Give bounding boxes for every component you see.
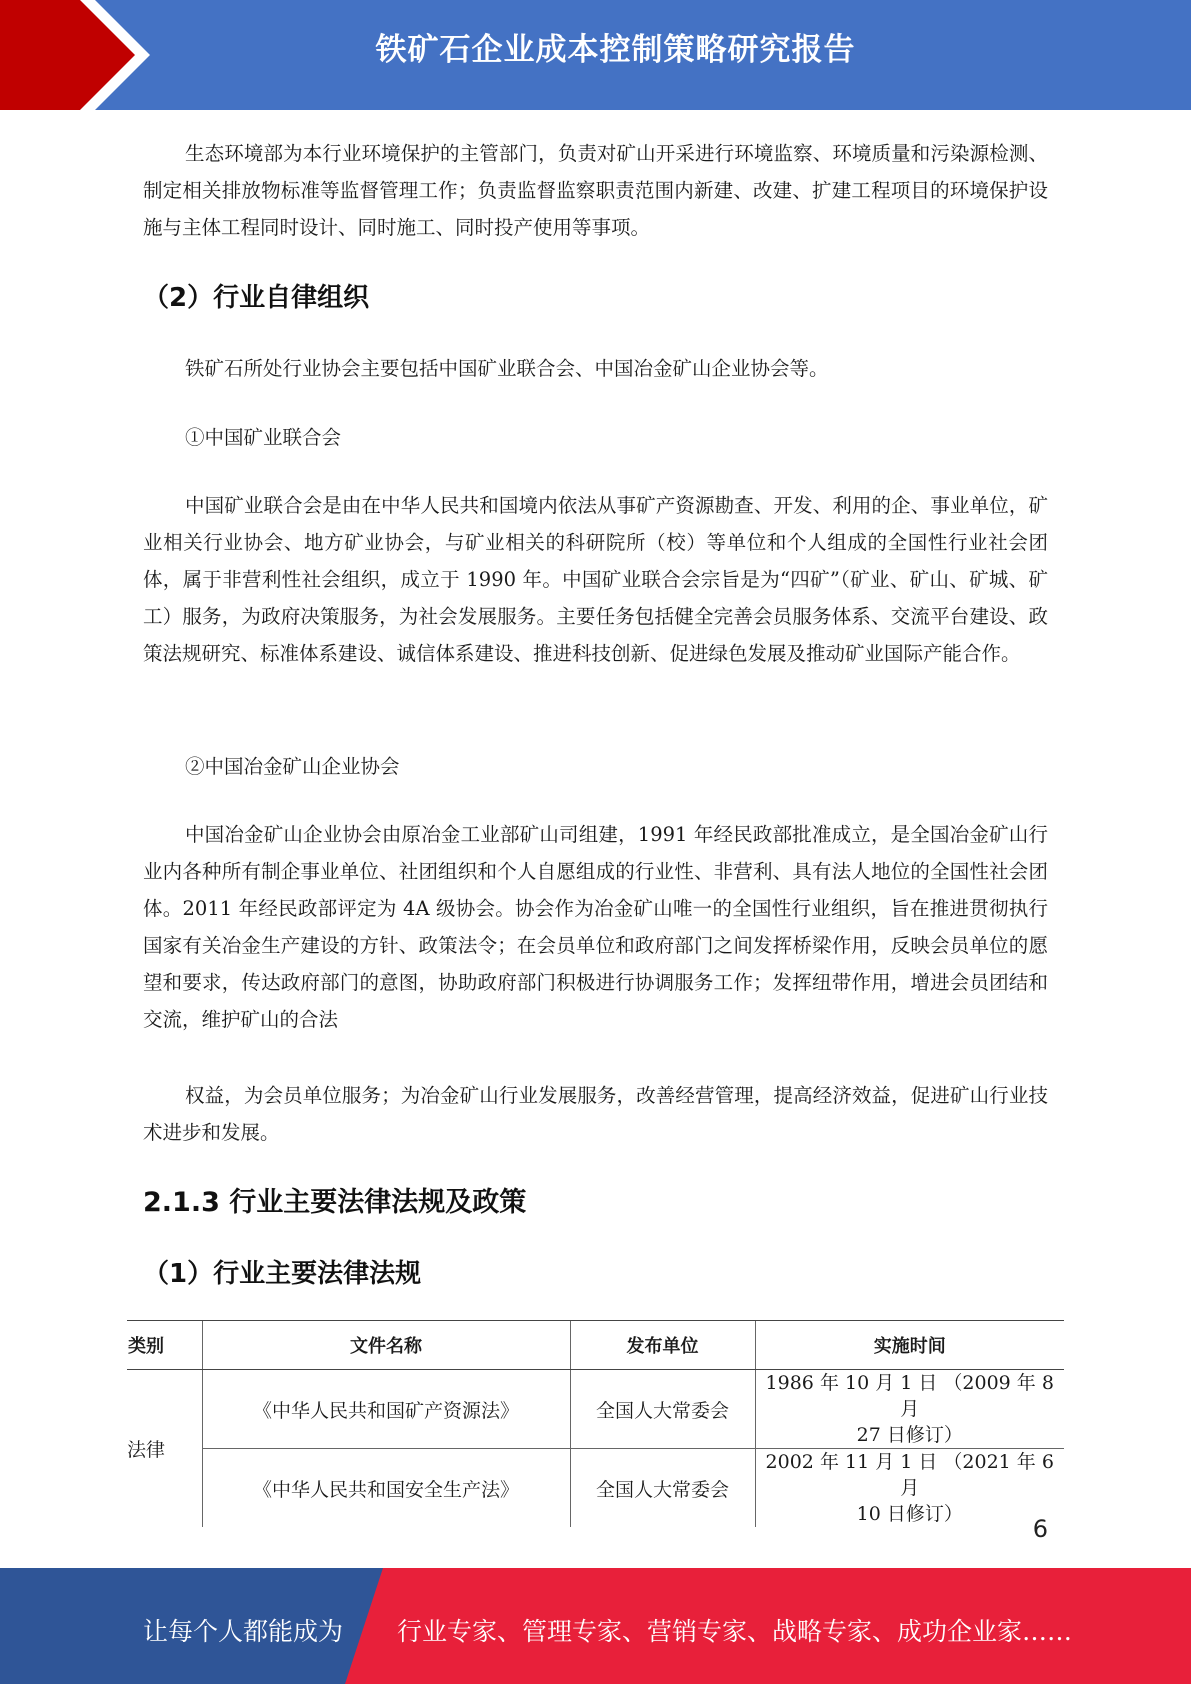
paragraph-environment-ministry: 生态环境部为本行业环境保护的主管部门，负责对矿山开采进行环境监察、环境质量和污染源检测、制定相关排放物标准等监督管理工作；负责监督监察职责范围内新建、改建、扩建工程项目的环境保护设施与主体工程同时设计、同时施工、同时投产使用等事项。 (143, 142, 1048, 239)
effective-date-line2: 27 日修订） (856, 1424, 963, 1446)
report-title: 铁矿石企业成本控制策略研究报告 (375, 32, 856, 68)
item-title-mining-association: ①中国矿业联合会 (185, 426, 342, 449)
table-cell-issuer: 全国人大常委会 (570, 1449, 755, 1528)
paragraph-associations-intro: 铁矿石所处行业协会主要包括中国矿业联合会、中国冶金矿山企业协会等。 (185, 357, 829, 380)
table-cell-category: 法律 (127, 1370, 202, 1528)
table-header-effective-date: 实施时间 (755, 1321, 1064, 1370)
paragraph-metallurgical-association: 中国冶金矿山企业协会由原冶金工业部矿山司组建，1991 年经民政部批准成立，是全国冶金矿山行业内各种所有制企事业单位、社团组织和个人自愿组成的行业性、非营利、具有法人地位的全国性社会团体。2011 年经民政部评定为 4A 级协会。协会作为冶金矿山唯一的全国性行业组织，旨在推进贯彻执行国家有关冶金生产建设的方针、政策法令；在会员单位和政府部门之间发挥桥梁作用，反映会员单位的愿望和要求，传达政府部门的意图，协助政府部门积极进行协调服务工作；发挥纽带作用，增进会员团结和交流，维护矿山的合法 (143, 823, 1048, 1031)
table-cell-document: 《中华人民共和国安全生产法》 (252, 1478, 519, 1501)
table-row (127, 1370, 1064, 1449)
section-heading-laws-policies: 2.1.3 行业主要法律法规及政策 (143, 1187, 527, 1218)
table-cell-effective-date (755, 1370, 1064, 1449)
table-header-issuer: 发布单位 (570, 1321, 755, 1370)
effective-date-line1: 1986 年 10 月 1 日 （2009 年 8 月 (765, 1372, 1054, 1420)
heading-self-regulation: （2）行业自律组织 (143, 283, 370, 313)
table-header-document: 文件名称 (202, 1321, 570, 1370)
table-cell-issuer: 全国人大常委会 (570, 1370, 755, 1449)
table-cell-document: 《中华人民共和国矿产资源法》 (202, 1370, 570, 1449)
footer-slogan-left: 让每个人都能成为 (143, 1617, 344, 1646)
heading-main-laws: （1）行业主要法律法规 (143, 1259, 422, 1289)
page-number: 6 (1032, 1515, 1048, 1543)
table-cell-effective-date (755, 1449, 1064, 1528)
laws-table (127, 1320, 1064, 1527)
table-row (127, 1449, 1064, 1528)
effective-date-line1: 2002 年 11 月 1 日 （2021 年 6 月 (765, 1451, 1054, 1499)
paragraph-mining-association: 中国矿业联合会是由在中华人民共和国境内依法从事矿产资源勘查、开发、利用的企、事业单位，矿业相关行业协会、地方矿业协会，与矿业相关的科研院所（校）等单位和个人组成的全国性行业社会团体，属于非营利性社会组织，成立于 1990 年。中国矿业联合会宗旨是为“四矿”（矿业、矿山、矿城、矿工）服务，为政府决策服务，为社会发展服务。主要任务包括健全完善会员服务体系、交流平台建设、政策法规研究、标准体系建设、诚信体系建设、推进科技创新、促进绿色发展及推动矿业国际产能合作。 (143, 494, 1048, 665)
table-header-category: 类别 (127, 1321, 202, 1370)
page-header (0, 0, 1191, 110)
effective-date-line2: 10 日修订） (856, 1503, 963, 1525)
item-title-metallurgical-association: ②中国冶金矿山企业协会 (185, 755, 400, 778)
paragraph-metallurgical-association-continued: 权益，为会员单位服务；为冶金矿山行业发展服务，改善经营管理，提高经济效益，促进矿山行业技术进步和发展。 (143, 1084, 1048, 1144)
footer-slogan-right: 行业专家、管理专家、营销专家、战略专家、成功企业家…… (397, 1617, 1073, 1646)
table-header-row (127, 1321, 1064, 1370)
